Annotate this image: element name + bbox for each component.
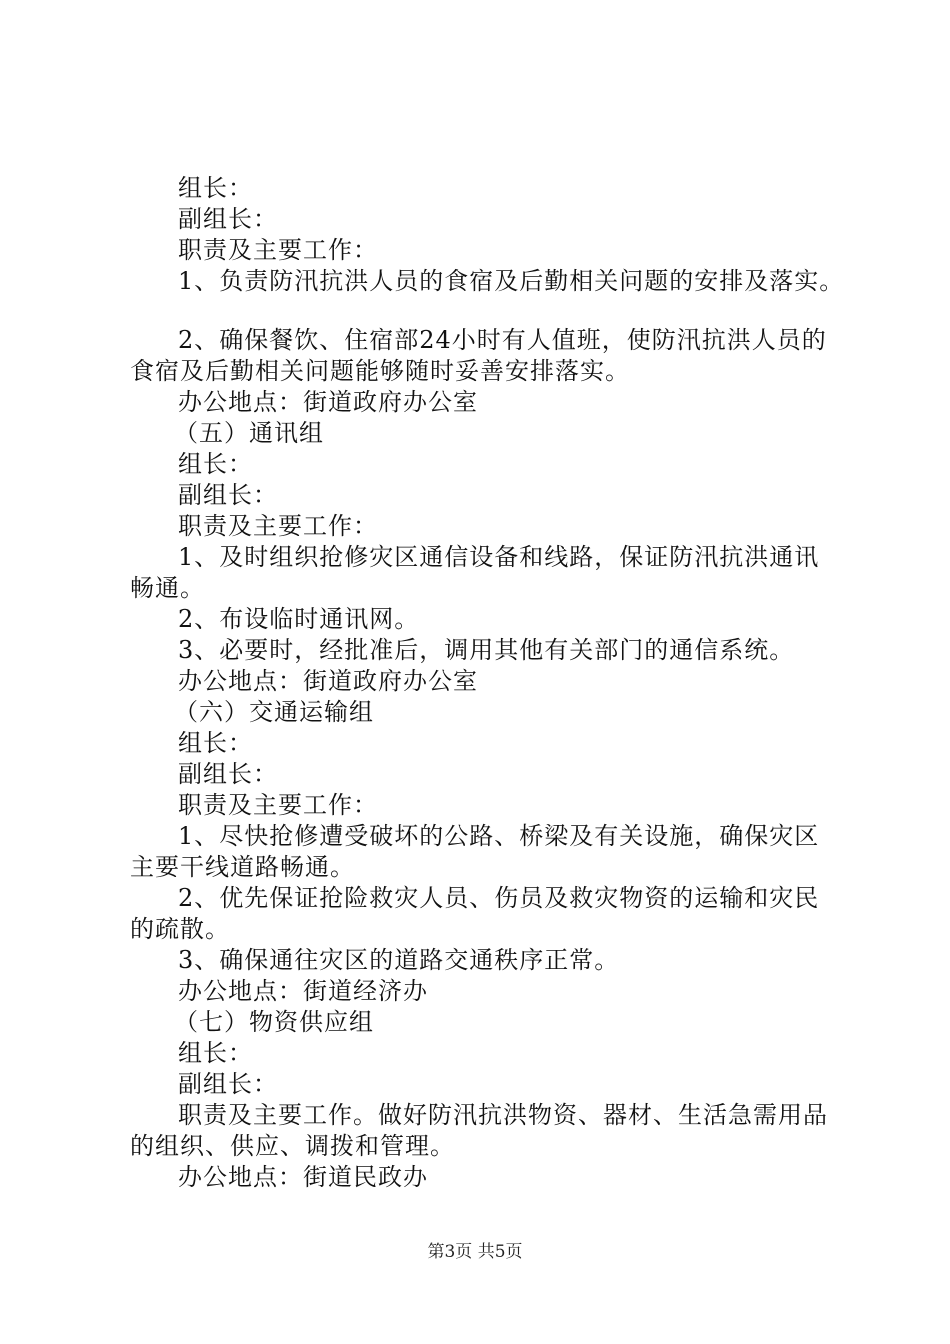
- paragraph: 2、确保餐饮、住宿部24小时有人值班，使防汛抗洪人员的食宿及后勤相关问题能够随时妥善安排落实。: [130, 326, 827, 385]
- document-body: [130, 173, 845, 1193]
- paragraph: 2、布设临时通讯网。: [178, 605, 420, 633]
- paragraph: 组长：: [178, 174, 253, 202]
- paragraph: 组长：: [178, 1039, 253, 1067]
- paragraph: 办公地点：街道民政办: [178, 1163, 428, 1191]
- paragraph: 副组长：: [178, 481, 278, 509]
- paragraph: 1、负责防汛抗洪人员的食宿及后勤相关问题的安排及落实。: [178, 267, 845, 295]
- paragraph: 3、确保通往灾区的道路交通秩序正常。: [178, 946, 620, 974]
- paragraph: 组长：: [178, 729, 253, 757]
- paragraph: 副组长：: [178, 760, 278, 788]
- section-heading: （七）物资供应组: [174, 1008, 374, 1036]
- paragraph: 职责及主要工作：: [178, 236, 378, 264]
- section-heading: （五）通讯组: [174, 419, 324, 447]
- paragraph: 职责及主要工作：: [178, 791, 378, 819]
- paragraph: 3、必要时，经批准后，调用其他有关部门的通信系统。: [178, 636, 795, 664]
- page-footer: 第3页 共5页: [427, 1242, 523, 1262]
- paragraph: 职责及主要工作：: [178, 512, 378, 540]
- paragraph: 副组长：: [178, 205, 278, 233]
- paragraph: 2、优先保证抢险救灾人员、伤员及救灾物资的运输和灾民的疏散。: [130, 884, 820, 943]
- paragraph: 办公地点：街道政府办公室: [178, 667, 478, 695]
- paragraph: 副组长：: [178, 1070, 278, 1098]
- paragraph: 办公地点：街道经济办: [178, 977, 428, 1005]
- paragraph: 职责及主要工作。做好防汛抗洪物资、器材、生活急需用品的组织、供应、调拨和管理。: [130, 1101, 828, 1160]
- paragraph: 1、尽快抢修遭受破坏的公路、桥梁及有关设施，确保灾区主要干线道路畅通。: [130, 822, 820, 881]
- paragraph: 办公地点：街道政府办公室: [178, 388, 478, 416]
- paragraph: 组长：: [178, 450, 253, 478]
- spacer: [130, 297, 840, 325]
- paragraph: 1、及时组织抢修灾区通信设备和线路，保证防汛抗洪通讯畅通。: [130, 543, 820, 602]
- section-heading: （六）交通运输组: [174, 698, 374, 726]
